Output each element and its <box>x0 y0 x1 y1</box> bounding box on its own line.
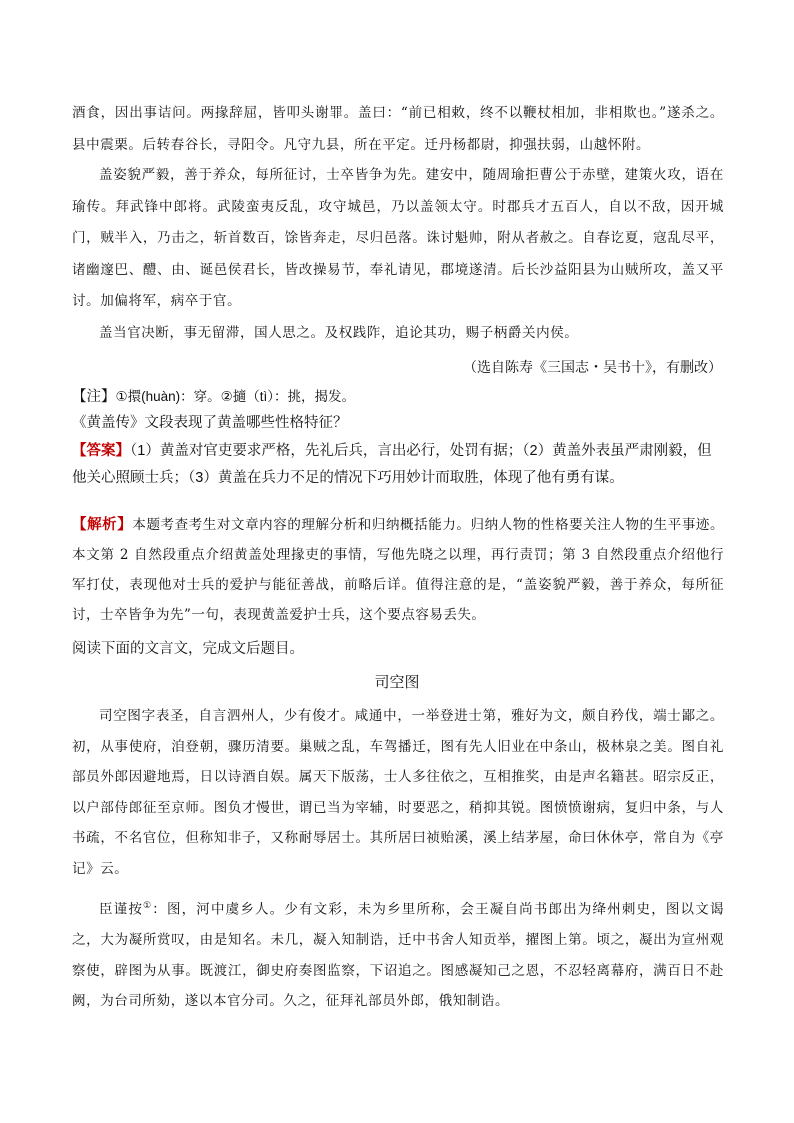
passage2-paragraph-2 <box>72 891 724 1017</box>
analysis-text: 本题考查考生对文章内容的理解分析和归纳概括能力。归纳人物的性格要关注人物的生平事迹。本文第 2 自然段重点介绍黄盖处理掾吏的事情，写他先晓之以理，再行责罚；第 3 自然段重点介绍他行军打仗，表现他对士兵的爱护与能征善战，前略后详。值得注意的是，“盖姿貌严毅，善于养众，每所征讨，士卒皆争为先”一句，表现黄盖爱护士兵，这个要点容易丢失。 <box>72 517 725 623</box>
answer-text: （1）黄盖对官吏要求严格，先礼后兵，言出必行，处罚有据；（2）黄盖外表虽严肃刚毅，但他关心照顾士兵；（3）黄盖在兵力不足的情况下巧用妙计而取胜，体现了他有勇有谋。 <box>72 443 712 486</box>
analysis-block <box>72 510 724 630</box>
passage1-paragraph-2: 盖姿貌严毅，善于养众，每所征讨，士卒皆争为先。建安中，随周瑜拒曹公于赤壁，建策火攻，语在瑜传。拜武锋中郎将。武陵蛮夷反乱，攻守城邑，乃以盖领太守。时郡兵才五百人，自以不敌，因开城门，贼半入，乃击之，斩首数百，馀皆奔走，尽归邑落。诛讨魁帅，附从者赦之。自春讫夏，寇乱尽平，诸幽邃巴、醴、由、诞邑侯君长，皆改操易节，奉礼请见，郡境遂清。后长沙益阳县为山贼所攻，盖又平讨。加偏将军，病卒于官。 <box>72 167 724 309</box>
answer-label: 【答案】 <box>72 443 130 459</box>
footnote-marker: ① <box>143 901 153 911</box>
reading-instruction: 阅读下面的文言文，完成文后题目。 <box>72 641 304 657</box>
para2-rest: ：图，河中虞乡人。少有文彩，未为乡里所称，会王凝自尚书郎出为绛州刺史，图以文谒之，大为凝所赏叹，由是知名。未几，凝入知制诰，迁中书舍人知贡举，擢图上第。顷之，凝出为宣州观察使，辟图为从事。既渡江，御史府奏图监察，下诏追之。图感凝知己之恩，不忍轻离幕府，满百日不赴阙，为台司所劾，遂以本官分司。久之，征拜礼部员外郎，俄知制诰。 <box>72 901 724 1009</box>
question-text: 《黄盖传》文段表现了黄盖哪些性格特征？ <box>72 415 348 431</box>
analysis-label: 【解析】 <box>72 517 133 533</box>
passage2-paragraph-1: 司空图字表圣，自言泗州人，少有俊才。咸通中，一举登进士第，雅好为文，颇自矜伐，端士鄙之。初，从事使府，洎登朝，骤历清要。巢贼之乱，车驾播迁，图有先人旧业在中条山，极林泉之美。图自礼部员外郎因避地焉，日以诗酒自娱。属天下版荡，士人多往依之，互相推奖，由是声名籍甚。昭宗反正，以户部侍郎征至京师。图负才慢世，谓已当为宰辅，时要恶之，稍抑其锐。图愤愤谢病，复归中条，与人书疏，不名官位，但称知非子，又称耐辱居士。其所居曰祯贻溪，溪上结茅屋，命曰休休亭，常自为《亭记》云。 <box>72 708 724 877</box>
answer-block <box>72 438 724 492</box>
passage1-paragraph-1: 酒食，因出事诘问。两掾辞屈，皆叩头谢罪。盖曰：“前已相敕，终不以鞭杖相加，非相欺也。”遂杀之。县中震栗。后转春谷长，寻阳令。凡守九县，所在平定。迁丹杨都尉，抑强扶弱，山越怀附。 <box>72 105 724 153</box>
passage1-source: （选自陈寿《三国志・吴书十》，有删改） <box>463 359 722 375</box>
note-text: ①擐(huàn)：穿。②擿（tì）：挑，揭发。 <box>115 389 355 404</box>
para2-lead: 臣谨按 <box>99 901 144 918</box>
passage1-paragraph-3: 盖当官决断，事无留滞，国人思之。及权践阼，追论其功，赐子柄爵关内侯。 <box>99 325 579 341</box>
note-label: 【注】 <box>72 389 116 405</box>
passage2-title: 司空图 <box>374 674 420 691</box>
annotation-note <box>72 383 724 411</box>
